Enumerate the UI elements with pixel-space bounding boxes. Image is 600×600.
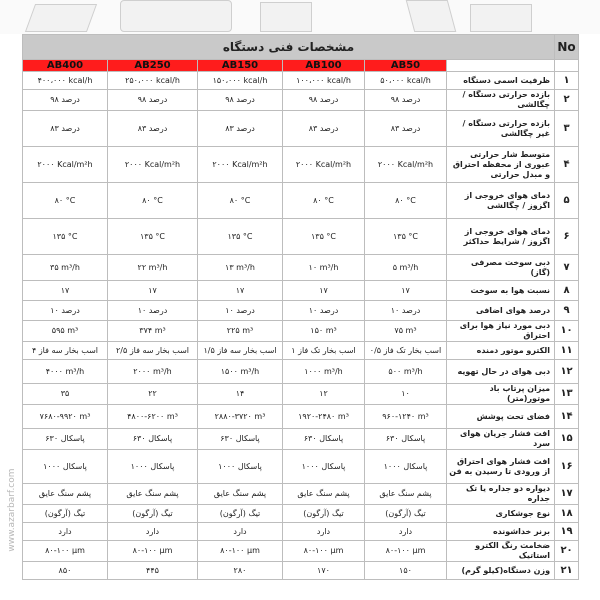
- table-row: [23, 562, 579, 580]
- device-cover-image: [406, 0, 457, 32]
- spec-value-cell: ۲۲ m³/h: [108, 255, 198, 281]
- spec-value-cell: ۸۰-۱۰۰ μm: [365, 541, 447, 562]
- table-row: [23, 505, 579, 523]
- spec-param-cell: بازده حرارتی دستگاه / چگالشی: [447, 90, 555, 111]
- spec-value-cell: ۳۵ m³/h: [23, 255, 108, 281]
- spec-value-cell: ۶۳۰ پاسکال: [198, 429, 283, 450]
- spec-value-cell: ۱۰ درصد: [108, 301, 198, 321]
- spec-value-cell: ۱۰ درصد: [365, 301, 447, 321]
- table-row: [23, 541, 579, 562]
- model-header: AB250: [108, 60, 198, 72]
- no-header-blank: [555, 60, 579, 72]
- spec-value-cell: ۵۰،۰۰۰ kcal/h: [365, 72, 447, 90]
- spec-param-cell: نوع جوشکاری: [447, 505, 555, 523]
- row-number: ۲۰: [555, 541, 579, 562]
- spec-value-cell: ۴۴۵: [108, 562, 198, 580]
- spec-value-cell: ۱۵۰۰ m³/h: [198, 360, 283, 384]
- spec-value-cell: ۱۳۵ °C: [108, 219, 198, 255]
- spec-value-cell: ۱۷: [283, 281, 365, 301]
- spec-value-cell: ۱۷: [108, 281, 198, 301]
- spec-value-cell: ۸۳ درصد: [198, 111, 283, 147]
- spec-value-cell: ۴۰۰،۰۰۰ kcal/h: [23, 72, 108, 90]
- spec-param-cell: نسبت هوا به سوخت: [447, 281, 555, 301]
- spec-param-cell: دمای هوای خروجی از اگزوز / شرایط حداکثر: [447, 219, 555, 255]
- spec-value-cell: ۲۰۰۰ Kcal/m²h: [23, 147, 108, 183]
- spec-param-cell: ظرفیت اسمی دستگاه: [447, 72, 555, 90]
- row-number: ۱۷: [555, 484, 579, 505]
- spec-value-cell: پشم سنگ عایق: [365, 484, 447, 505]
- table-row: [23, 360, 579, 384]
- spec-value-cell: تیگ (آرگون): [23, 505, 108, 523]
- spec-param-cell: میزان پرتاب باد موتور(متر): [447, 384, 555, 405]
- row-number: ۴: [555, 147, 579, 183]
- spec-value-cell: ۵۹۵ m³: [23, 321, 108, 342]
- row-number: ۹: [555, 301, 579, 321]
- watermark-text: www.azarbarf.com: [7, 468, 17, 552]
- row-number: ۷: [555, 255, 579, 281]
- row-number: ۱۵: [555, 429, 579, 450]
- spec-value-cell: ۹۸ درصد: [283, 90, 365, 111]
- spec-value-cell: ۱۳۵ °C: [198, 219, 283, 255]
- table-row: [23, 405, 579, 429]
- spec-value-cell: ۱۳۵ °C: [23, 219, 108, 255]
- table-row: [23, 429, 579, 450]
- row-number: ۱۳: [555, 384, 579, 405]
- spec-param-cell: دبی مورد نیاز هوا برای احتراق: [447, 321, 555, 342]
- spec-value-cell: پشم سنگ عایق: [198, 484, 283, 505]
- spec-param-cell: ضخامت رنگ الکترو استاتیک: [447, 541, 555, 562]
- spec-value-cell: ۲۰۰۰ Kcal/m²h: [283, 147, 365, 183]
- spec-value-cell: ۷۵ m³: [365, 321, 447, 342]
- spec-value-cell: ۸۰ °C: [23, 183, 108, 219]
- model-header: AB400: [23, 60, 108, 72]
- spec-param-cell: بازده حرارتی دستگاه / غیر چگالشی: [447, 111, 555, 147]
- spec-value-cell: ۲۲: [108, 384, 198, 405]
- spec-value-cell: ۲۰۰۰ m³/h: [108, 360, 198, 384]
- spec-value-cell: ۸۳ درصد: [108, 111, 198, 147]
- spec-value-cell: ۱۳۵ °C: [283, 219, 365, 255]
- table-row: [23, 281, 579, 301]
- spec-value-cell: ۵ m³/h: [365, 255, 447, 281]
- spec-param-cell: الکترو موتور دمنده: [447, 342, 555, 360]
- spec-value-cell: دارد: [23, 523, 108, 541]
- spec-value-cell: ۲۰۰۰ Kcal/m²h: [198, 147, 283, 183]
- spec-value-cell: ۴ اسب بخار سه فاز: [23, 342, 108, 360]
- row-number: ۳: [555, 111, 579, 147]
- spec-value-cell: ۴۸۰۰-۶۲۰۰ m³: [108, 405, 198, 429]
- watermark: [2, 430, 17, 600]
- table-row: [23, 301, 579, 321]
- spec-value-cell: پشم سنگ عایق: [108, 484, 198, 505]
- spec-value-cell: ۱۳ m³/h: [198, 255, 283, 281]
- spec-value-cell: ۱۰ درصد: [283, 301, 365, 321]
- table-row: [23, 384, 579, 405]
- model-header: AB100: [283, 60, 365, 72]
- spec-param-cell: درصد هوای اضافی: [447, 301, 555, 321]
- spec-value-cell: ۲۰۰۰ Kcal/m²h: [365, 147, 447, 183]
- spec-value-cell: ۱۰ m³/h: [283, 255, 365, 281]
- spec-value-cell: ۶۳۰ پاسکال: [365, 429, 447, 450]
- spec-value-cell: ۸۰ °C: [283, 183, 365, 219]
- table-row: [23, 183, 579, 219]
- spec-value-cell: ۸۳ درصد: [23, 111, 108, 147]
- spec-param-cell: برنر خداشونده: [447, 523, 555, 541]
- spec-value-cell: ۸۵۰: [23, 562, 108, 580]
- row-number: ۱۲: [555, 360, 579, 384]
- spec-value-cell: ۳۵: [23, 384, 108, 405]
- spec-value-cell: ۱۵۰ m³: [283, 321, 365, 342]
- table-row: [23, 255, 579, 281]
- spec-value-cell: ۱۰۰۰ پاسکال: [23, 450, 108, 484]
- row-number: ۶: [555, 219, 579, 255]
- row-number: ۱۴: [555, 405, 579, 429]
- row-number: ۱۱: [555, 342, 579, 360]
- spec-value-cell: ۱/۵ اسب بخار سه فاز: [198, 342, 283, 360]
- table-title-row: [23, 35, 579, 60]
- spec-value-cell: پشم سنگ عایق: [23, 484, 108, 505]
- spec-param-cell: فضای تحت پوشش: [447, 405, 555, 429]
- table-row: [23, 219, 579, 255]
- spec-value-cell: ۱۵۰: [365, 562, 447, 580]
- spec-param-cell: دیواره دو جداره یا تک جداره: [447, 484, 555, 505]
- device-panel-image: [25, 4, 97, 32]
- row-number: ۱: [555, 72, 579, 90]
- row-number: ۵: [555, 183, 579, 219]
- spec-value-cell: ۸۰-۱۰۰ μm: [198, 541, 283, 562]
- spec-value-cell: پشم سنگ عایق: [283, 484, 365, 505]
- spec-value-cell: ۵۰۰ m³/h: [365, 360, 447, 384]
- spec-value-cell: ۱۷۰: [283, 562, 365, 580]
- spec-value-cell: ۱ اسب بخار تک فاز: [283, 342, 365, 360]
- spec-value-cell: ۸۰-۱۰۰ μm: [108, 541, 198, 562]
- table-row: [23, 523, 579, 541]
- spec-value-cell: ۱۷: [365, 281, 447, 301]
- spec-param-cell: دبی سوخت مصرفی (گاز): [447, 255, 555, 281]
- table-title: مشخصات فنی دستگاه: [23, 35, 555, 60]
- table-row: [23, 484, 579, 505]
- spec-value-cell: ۶۳۰ پاسکال: [283, 429, 365, 450]
- table-row: [23, 147, 579, 183]
- table-row: [23, 111, 579, 147]
- model-header-row: [23, 60, 579, 72]
- spec-value-cell: ۱۳۵ °C: [365, 219, 447, 255]
- spec-value-cell: ۳۷۴ m³: [108, 321, 198, 342]
- spec-value-cell: ۷۶۸۰-۹۹۲۰ m³: [23, 405, 108, 429]
- row-number: ۱۶: [555, 450, 579, 484]
- spec-value-cell: ۲/۵ اسب بخار سه فاز: [108, 342, 198, 360]
- spec-value-cell: ۴۰۰۰ m³/h: [23, 360, 108, 384]
- row-number: ۱۸: [555, 505, 579, 523]
- table-row: [23, 90, 579, 111]
- spec-value-cell: تیگ (آرگون): [108, 505, 198, 523]
- spec-value-cell: ۸۳ درصد: [283, 111, 365, 147]
- no-header: No: [555, 35, 579, 60]
- spec-value-cell: ۸۳ درصد: [365, 111, 447, 147]
- table-row: [23, 342, 579, 360]
- spec-value-cell: ۹۸ درصد: [23, 90, 108, 111]
- device-fan-image: [260, 2, 312, 32]
- spec-value-cell: ۶۳۰ پاسکال: [23, 429, 108, 450]
- spec-value-cell: ۱۰۰۰ m³/h: [283, 360, 365, 384]
- spec-value-cell: ۸۰-۱۰۰ μm: [23, 541, 108, 562]
- spec-value-cell: تیگ (آرگون): [283, 505, 365, 523]
- spec-value-cell: ۱۰۰۰ پاسکال: [198, 450, 283, 484]
- spec-value-cell: ۸۰-۱۰۰ μm: [283, 541, 365, 562]
- spec-value-cell: ۱۰ درصد: [23, 301, 108, 321]
- spec-value-cell: ۱۹۲۰-۲۴۸۰ m³: [283, 405, 365, 429]
- product-photo-strip: [0, 0, 600, 34]
- device-side-image: [470, 4, 532, 32]
- table-row: [23, 450, 579, 484]
- row-number: ۲۱: [555, 562, 579, 580]
- spec-param-cell: دمای هوای خروجی از اگزوز / چگالشی: [447, 183, 555, 219]
- spec-value-cell: تیگ (آرگون): [198, 505, 283, 523]
- spec-value-cell: ۹۸ درصد: [365, 90, 447, 111]
- param-header-blank: [447, 60, 555, 72]
- spec-value-cell: ۱۲: [283, 384, 365, 405]
- spec-value-cell: ۲۸۰: [198, 562, 283, 580]
- row-number: ۲: [555, 90, 579, 111]
- spec-param-cell: افت فشار هوای احتراق از ورودی تا رسیدن به فن: [447, 450, 555, 484]
- spec-value-cell: دارد: [365, 523, 447, 541]
- spec-table: [22, 34, 579, 580]
- spec-value-cell: ۱۰: [365, 384, 447, 405]
- spec-value-cell: ۹۸ درصد: [108, 90, 198, 111]
- spec-value-cell: ۶۳۰ پاسکال: [108, 429, 198, 450]
- row-number: ۸: [555, 281, 579, 301]
- spec-value-cell: ۸۰ °C: [108, 183, 198, 219]
- spec-value-cell: ۲۵۰،۰۰۰ kcal/h: [108, 72, 198, 90]
- spec-value-cell: ۱۵۰،۰۰۰ kcal/h: [198, 72, 283, 90]
- spec-value-cell: دارد: [283, 523, 365, 541]
- spec-param-cell: متوسط شار حرارتی عبوری از محفظه احتراق و مبدل حرارتی: [447, 147, 555, 183]
- spec-value-cell: ۲۰۰۰ Kcal/m²h: [108, 147, 198, 183]
- spec-value-cell: ۲۸۸۰-۳۷۲۰ m³: [198, 405, 283, 429]
- row-number: ۱۰: [555, 321, 579, 342]
- spec-value-cell: ۱۰۰۰ پاسکال: [365, 450, 447, 484]
- model-header: AB50: [365, 60, 447, 72]
- spec-value-cell: دارد: [198, 523, 283, 541]
- spec-value-cell: ۸۰ °C: [365, 183, 447, 219]
- spec-value-cell: ۱۰۰۰ پاسکال: [108, 450, 198, 484]
- model-header: AB150: [198, 60, 283, 72]
- device-body-image: [120, 0, 232, 32]
- row-number: ۱۹: [555, 523, 579, 541]
- spec-value-cell: ۱۴: [198, 384, 283, 405]
- spec-value-cell: دارد: [108, 523, 198, 541]
- spec-value-cell: ۰/۵ اسب بخار تک فاز: [365, 342, 447, 360]
- spec-value-cell: تیگ (آرگون): [365, 505, 447, 523]
- spec-value-cell: ۹۶۰-۱۲۴۰ m³: [365, 405, 447, 429]
- spec-param-cell: وزن دستگاه(کیلو گرم): [447, 562, 555, 580]
- spec-param-cell: دبی هوای در حال تهویه: [447, 360, 555, 384]
- spec-value-cell: ۸۰ °C: [198, 183, 283, 219]
- table-row: [23, 72, 579, 90]
- table-row: [23, 321, 579, 342]
- spec-value-cell: ۹۸ درصد: [198, 90, 283, 111]
- spec-value-cell: ۱۰۰۰ پاسکال: [283, 450, 365, 484]
- spec-value-cell: ۲۲۵ m³: [198, 321, 283, 342]
- spec-value-cell: ۱۷: [198, 281, 283, 301]
- spec-param-cell: افت فشار جریان هوای سرد: [447, 429, 555, 450]
- spec-value-cell: ۱۷: [23, 281, 108, 301]
- spec-value-cell: ۱۰۰،۰۰۰ kcal/h: [283, 72, 365, 90]
- spec-value-cell: ۱۰ درصد: [198, 301, 283, 321]
